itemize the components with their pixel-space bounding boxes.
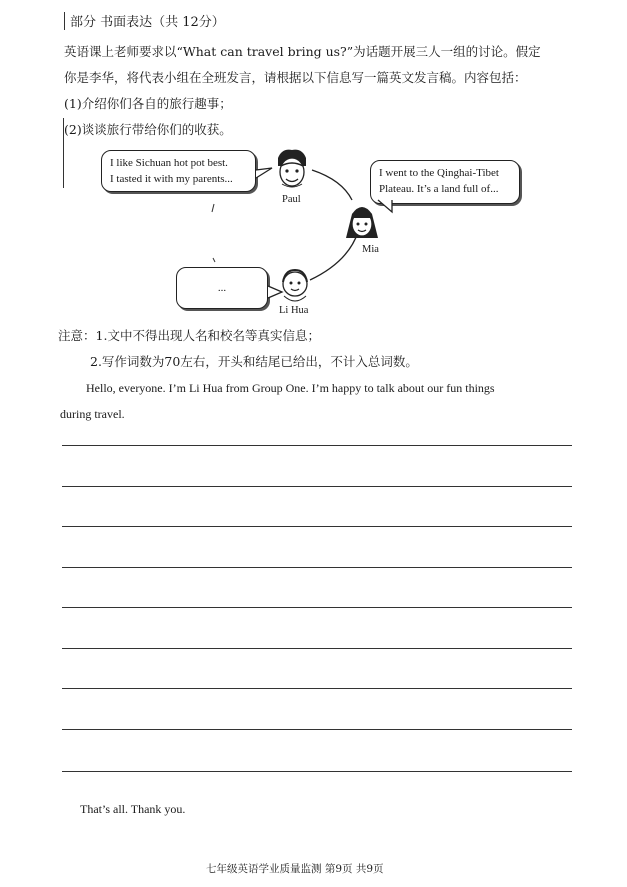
notes-label: 注意： xyxy=(58,328,96,343)
paul-name-label: Paul xyxy=(282,194,301,205)
section-heading: 部分 书面表达（共 12分） xyxy=(70,15,225,30)
writing-line[interactable] xyxy=(62,567,572,568)
note-2: 2.写作词数为70左右，开头和结尾已给出，不计入总词数。 xyxy=(90,354,418,369)
closing-line: That’s all. Thank you. xyxy=(80,802,186,816)
content-point-2: (2)谈谈旅行带给你们的收获。 xyxy=(64,122,232,137)
writing-line[interactable] xyxy=(62,771,572,772)
writing-line[interactable] xyxy=(62,486,572,487)
mia-avatar xyxy=(346,207,378,238)
paul-speech-bubble: I like Sichuan hot pot best. I tasted it with my parents... xyxy=(101,150,256,192)
mia-speech-bubble: I went to the Qinghai-Tibet Plateau. It’s a land full of... xyxy=(370,160,520,204)
mia-name-label: Mia xyxy=(362,244,379,255)
content-point-1: (1)介绍你们各自的旅行趣事； xyxy=(64,96,232,111)
notes-line-1 xyxy=(58,330,320,343)
writing-line[interactable] xyxy=(62,445,572,446)
opening-line-1: Hello, everyone. I’m Li Hua from Group One. I’m happy to talk about our fun things xyxy=(86,381,495,395)
intro-line-2: 你是李华，将代表小组在全班发言，请根据以下信息写一篇英文发言稿。内容包括： xyxy=(64,70,527,85)
lihua-name-label: Li Hua xyxy=(279,305,309,316)
writing-line[interactable] xyxy=(62,607,572,608)
lihua-speech-bubble: ... xyxy=(176,267,268,309)
writing-line[interactable] xyxy=(62,688,572,689)
writing-line[interactable] xyxy=(62,526,572,527)
writing-line[interactable] xyxy=(62,648,572,649)
paul-avatar xyxy=(278,150,306,187)
page-footer: 七年级英语学业质量监测 第9页 共9页 xyxy=(206,863,384,875)
opening-line-2: during travel. xyxy=(60,407,125,421)
lihua-avatar xyxy=(283,270,307,301)
note-1: 1.文中不得出现人名和校名等真实信息； xyxy=(95,328,320,343)
intro-line-1: 英语课上老师要求以“What can travel bring us?”为话题开展三人一组的讨论。假定 xyxy=(64,44,541,59)
writing-line[interactable] xyxy=(62,729,572,730)
